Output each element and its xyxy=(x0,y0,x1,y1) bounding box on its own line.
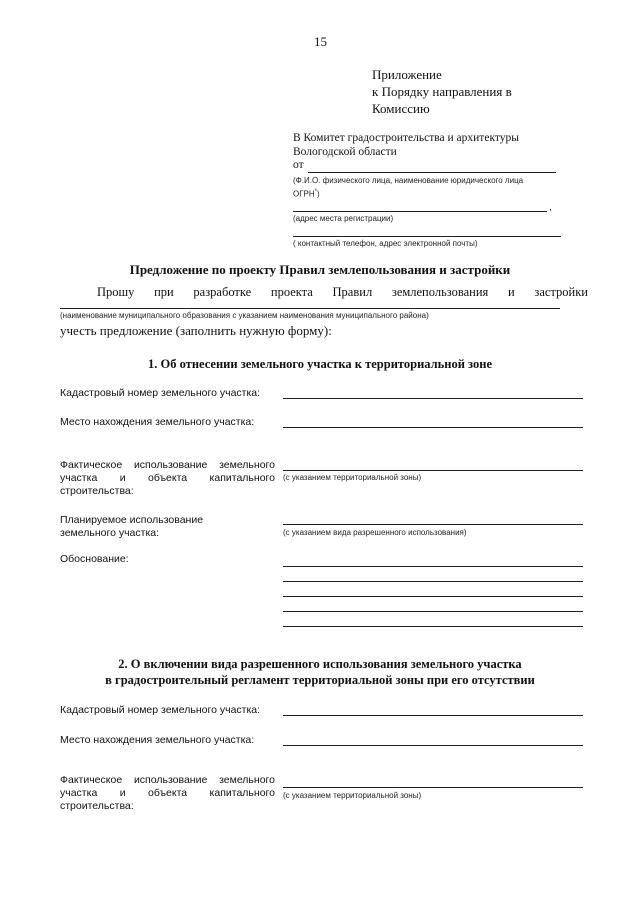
s2-cadastral-label: Кадастровый номер земельного участка: xyxy=(60,704,261,716)
from-caption-2: ОГРН*) xyxy=(293,189,320,199)
s2-actual-use-field[interactable] xyxy=(283,787,583,788)
request-line xyxy=(97,285,588,300)
s1-planned-use-label: Планируемое использование земельного участка: xyxy=(60,514,204,539)
request-word-2: разработке xyxy=(193,285,252,299)
municipality-line[interactable] xyxy=(60,308,560,309)
s2-actual-use-2-word-2: объекта xyxy=(147,787,188,799)
request-word-0: Прошу xyxy=(97,285,135,299)
s1-actual-use-caption: (с указанием территориальной зоны) xyxy=(283,473,422,482)
s1-cadastral-label: Кадастровый номер земельного участка: xyxy=(60,387,261,399)
s1-planned-use-caption: (с указанием вида разрешенного использования) xyxy=(283,528,467,537)
form-title: Предложение по проекту Правил землепользования и застройки xyxy=(129,262,511,277)
s2-actual-use-2-word-0: участка xyxy=(60,787,98,799)
municipality-caption: (наименование муниципального образования с указанием наименования муниципального района) xyxy=(60,311,429,320)
request-word-1: при xyxy=(154,285,174,299)
s2-actual-use-label: Фактическое использование земельного участка и объекта капитального строительства: xyxy=(60,774,275,812)
s2-actual-use-1-word-2: земельного xyxy=(219,774,275,786)
contact-caption: ( контактный телефон, адрес электронной почты) xyxy=(293,239,478,248)
addressee-line-1: В Комитет градостроительства и архитектуры xyxy=(293,132,519,144)
request-continuation: учесть предложение (заполнить нужную форму): xyxy=(60,323,332,338)
s1-actual-use-1-word-2: земельного xyxy=(219,459,275,471)
section2-heading-2: в градостроительный регламент территориальной зоны при его отсутствии xyxy=(105,673,535,687)
s1-actual-use-field[interactable] xyxy=(283,470,583,471)
addressee-line-2: Вологодской области xyxy=(293,146,397,158)
s1-actual-use-2-word-1: и xyxy=(119,472,126,484)
s1-justification-line-5[interactable] xyxy=(283,626,583,627)
page-number: 15 xyxy=(314,34,327,49)
s1-actual-use-2-word-0: участка xyxy=(60,472,98,484)
appendix-header xyxy=(372,66,512,117)
s1-justification-line-4[interactable] xyxy=(283,611,583,612)
s2-location-field[interactable] xyxy=(283,745,583,746)
s1-planned-use-field[interactable] xyxy=(283,524,583,525)
request-word-7: застройки xyxy=(534,285,588,299)
s2-cadastral-field[interactable] xyxy=(283,715,583,716)
addressee-from: от xyxy=(293,159,304,171)
request-word-6: и xyxy=(508,285,515,299)
s1-actual-use-2-word-2: объекта xyxy=(147,472,188,484)
from-caption-1: (Ф.И.О. физического лица, наименование юридического лица xyxy=(293,176,524,185)
comma: , xyxy=(549,202,552,213)
s1-actual-use-label: Фактическое использование земельного участка и объекта капитального строительства: xyxy=(60,459,275,497)
s2-actual-use-2-word-3: капитального xyxy=(209,787,275,799)
s2-actual-use-2-word-1: и xyxy=(119,787,126,799)
s1-actual-use-2-word-3: капитального xyxy=(209,472,275,484)
section2-heading-1: 2. О включении вида разрешенного использования земельного участка xyxy=(118,657,522,671)
s1-actual-use-1-word-1: использование xyxy=(133,459,208,471)
contact-line[interactable] xyxy=(293,236,561,237)
from-field-line[interactable] xyxy=(308,172,556,173)
registration-address-line[interactable] xyxy=(293,211,547,212)
s2-actual-use-1-word-1: использование xyxy=(133,774,208,786)
s1-justification-line-2[interactable] xyxy=(283,581,583,582)
s1-justification-line-1[interactable] xyxy=(283,566,583,567)
s2-actual-use-1-word-0: Фактическое xyxy=(60,774,123,786)
registration-address-caption: (адрес места регистрации) xyxy=(293,214,394,223)
s2-actual-use-caption: (с указанием территориальной зоны) xyxy=(283,791,422,800)
appendix-line-2: к Порядку направления в xyxy=(372,84,512,99)
s1-location-field[interactable] xyxy=(283,427,583,428)
addressee-block xyxy=(293,131,519,159)
s1-justification-line-3[interactable] xyxy=(283,596,583,597)
appendix-line-1: Приложение xyxy=(372,67,442,82)
request-word-4: Правил xyxy=(332,285,373,299)
s2-location-label: Место нахождения земельного участка: xyxy=(60,734,255,746)
s1-actual-use-1-word-0: Фактическое xyxy=(60,459,123,471)
request-word-5: землепользования xyxy=(391,285,489,299)
s1-location-label: Место нахождения земельного участка: xyxy=(60,416,255,428)
appendix-line-3: Комиссию xyxy=(372,101,430,116)
s1-justification-label: Обоснование: xyxy=(60,553,129,565)
request-word-3: проекта xyxy=(270,285,313,299)
s1-cadastral-field[interactable] xyxy=(283,398,583,399)
section1-heading: 1. Об отнесении земельного участка к территориальной зоне xyxy=(148,357,492,371)
